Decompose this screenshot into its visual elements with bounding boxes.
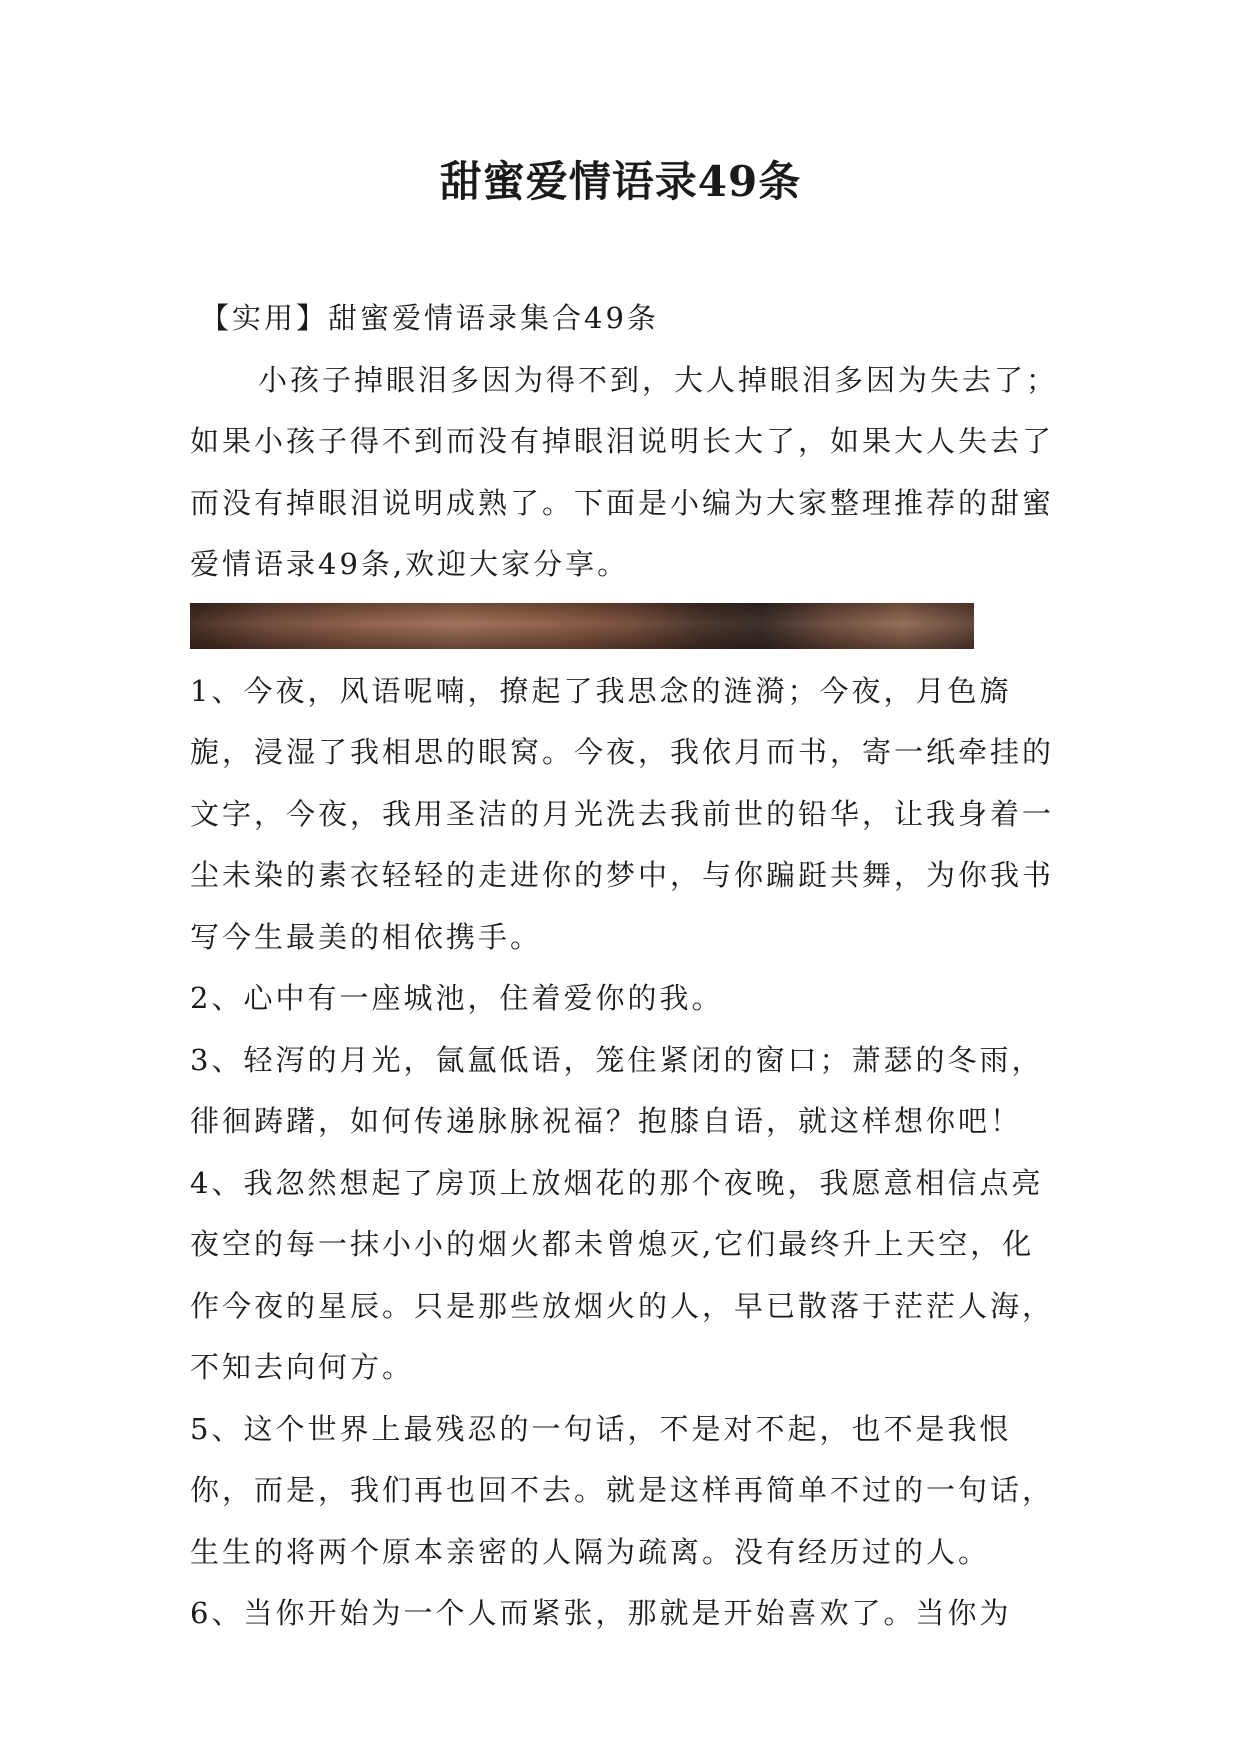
quote-item-2: 2、心中有一座城池，住着爱你的我。 xyxy=(190,981,724,1015)
quote-item-3: 3、轻泻的月光，氤氲低语，笼住紧闭的窗口；萧瑟的冬雨，徘徊踌躇，如何传递脉脉祝福？抱膝自语，就这样想你吧！ xyxy=(190,1042,1044,1138)
quote-item-6: 6、当你开始为一个人而紧张，那就是开始喜欢了。当你为 xyxy=(190,1596,1012,1630)
document-body xyxy=(190,288,1060,1645)
quote-item-4: 4、我忽然想起了房顶上放烟花的那个夜晚，我愿意相信点亮夜空的每一抹小小的烟火都未曾熄灭,它们最终升上天空，化作今夜的星辰。只是那些放烟火的人，早已散落于茫茫人海，不知去向何方。 xyxy=(190,1165,1055,1384)
photo-banner-image xyxy=(190,603,974,649)
quote-item-1: 1、今夜，风语呢喃，撩起了我思念的涟漪；今夜，月色旖旎，浸湿了我相思的眼窝。今夜，我依月而书，寄一纸牵挂的文字，今夜，我用圣洁的月光洗去我前世的铅华，让我身着一尘未染的素衣轻轻的走进你的梦中，与你蹁跹共舞，为你我书写今生最美的相依携手。 xyxy=(190,673,1055,954)
document-title: 甜蜜爱情语录49条 xyxy=(439,157,802,206)
document-subtitle: 【实用】甜蜜爱情语录集合49条 xyxy=(200,301,659,335)
quote-item-5: 5、这个世界上最残忍的一句话，不是对不起，也不是我恨你，而是，我们再也回不去。就是这样再简单不过的一句话，生生的将两个原本亲密的人隔为疏离。没有经历过的人。 xyxy=(190,1411,1055,1569)
intro-paragraph: 小孩子掉眼泪多因为得不到，大人掉眼泪多因为失去了；如果小孩子得不到而没有掉眼泪说明长大了，如果大人失去了而没有掉眼泪说明成熟了。下面是小编为大家整理推荐的甜蜜爱情语录49条,欢迎大家分享。 xyxy=(190,362,1059,581)
